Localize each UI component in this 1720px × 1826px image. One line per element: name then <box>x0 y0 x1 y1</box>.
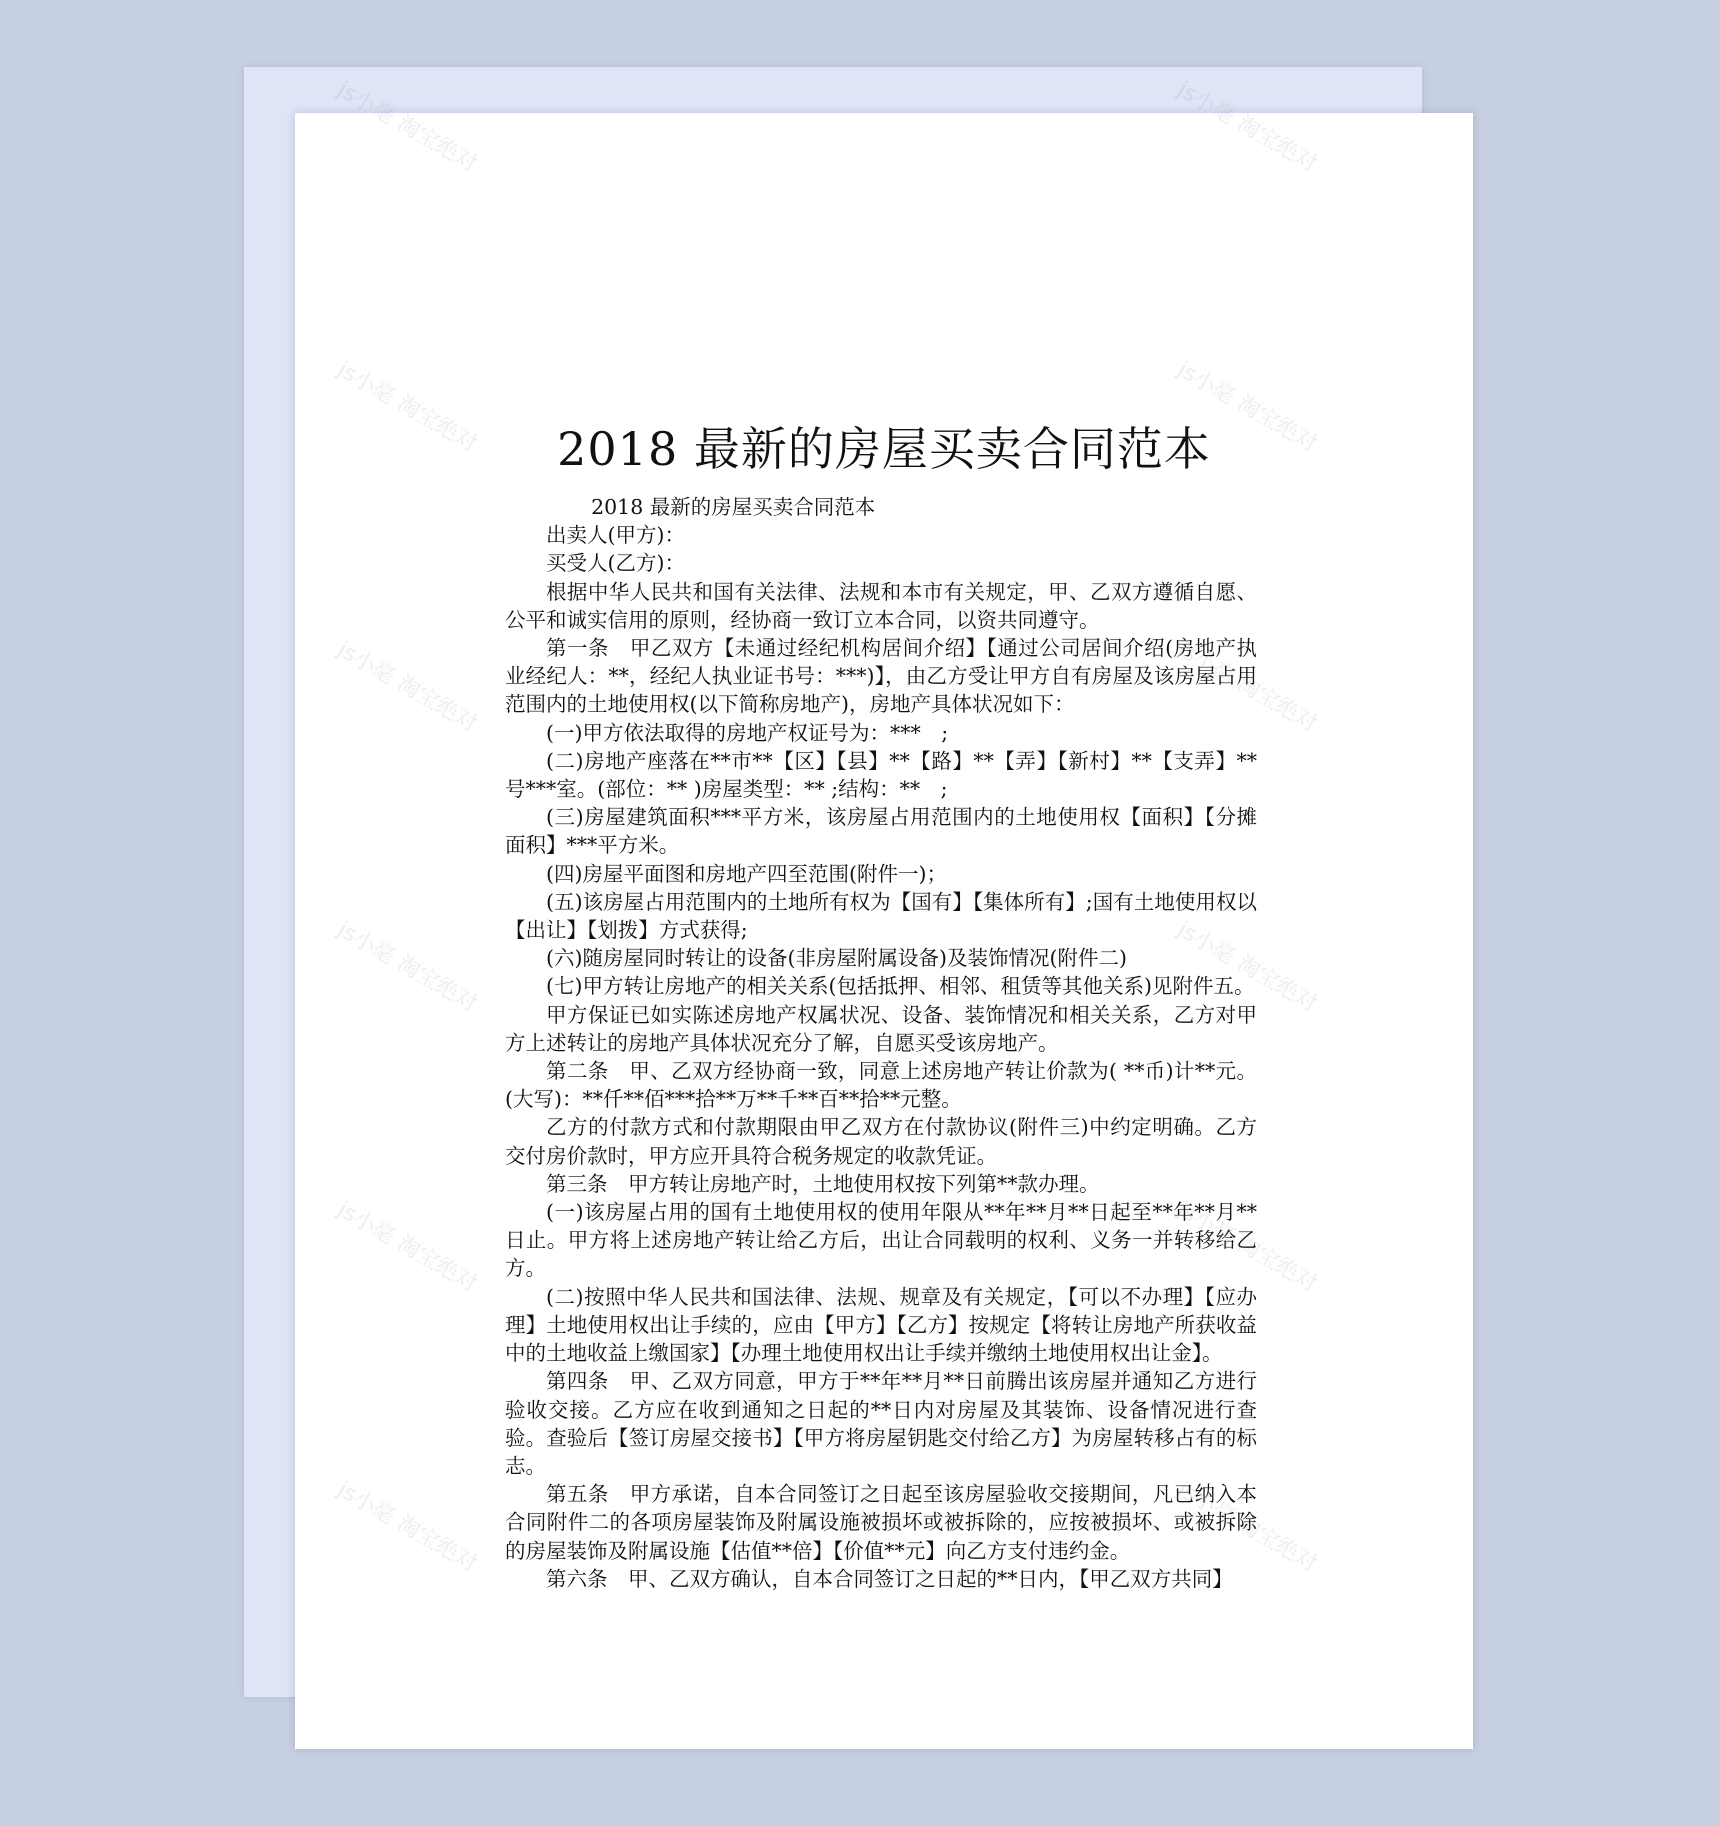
paragraph: 第四条 甲、乙双方同意，甲方于**年**月**日前腾出该房屋并通知乙方进行验收交接。乙方应在收到通知之日起的**日内对房屋及其装饰、设备情况进行查验。查验后【签订房屋交接书】【甲方将房屋钥匙交付给乙方】为房屋转移占有的标志。 <box>505 1369 1257 1478</box>
paragraph: (一)甲方依法取得的房地产权证号为：*** ; <box>546 720 949 745</box>
paragraph: 甲方保证已如实陈述房地产权属状况、设备、装饰情况和相关关系，乙方对甲方上述转让的房地产具体状况充分了解，自愿买受该房地产。 <box>505 1002 1257 1055</box>
paragraph: (一)该房屋占用的国有土地使用权的使用年限从**年**月**日起至**年**月**日止。甲方将上述房地产转让给乙方后，出让合同载明的权利、义务一并转移给乙方。 <box>505 1200 1257 1281</box>
paragraph: (四)房屋平面图和房地产四至范围(附件一)； <box>546 861 947 886</box>
seller-line: 出卖人(甲方)： <box>546 523 685 548</box>
document-body <box>505 493 1257 1593</box>
paragraph: (二)按照中华人民共和国法律、法规、规章及有关规定，【可以不办理】【应办理】土地使用权出让手续的，应由【甲方】【乙方】按规定【将转让房地产所获收益中的土地收益上缴国家】【办理土地使用权出让手续并缴纳土地使用权出让金】。 <box>505 1284 1257 1366</box>
document-subtitle: 2018 最新的房屋买卖合同范本 <box>591 495 876 519</box>
buyer-line: 买受人(乙方)： <box>546 551 685 576</box>
paragraph: (二)房地产座落在**市**【区】【县】**【路】**【弄】【新村】**【支弄】**号***室。(部位：** )房屋类型：** ;结构：** ; <box>505 748 1257 802</box>
paragraph: (三)房屋建筑面积***平方米，该房屋占用范围内的土地使用权【面积】【分摊面积】***平方米。 <box>505 805 1257 858</box>
paragraph: 第三条 甲方转让房地产时，土地使用权按下列第**款办理。 <box>546 1171 1100 1196</box>
paragraph: (六)随房屋同时转让的设备(非房屋附属设备)及装饰情况(附件二) <box>546 946 1127 971</box>
paragraph: (七)甲方转让房地产的相关关系(包括抵押、相邻、租赁等其他关系)见附件五。 <box>546 974 1255 999</box>
paragraph: 第一条 甲乙双方【未通过经纪机构居间介绍】【通过公司居间介绍(房地产执业经纪人：**，经纪人执业证书号：***)】，由乙方受让甲方自有房屋及该房屋占用范围内的土地使用权(以下简称房地产)，房地产具体状况如下： <box>505 636 1257 717</box>
paragraph: (五)该房屋占用范围内的土地所有权为【国有】【集体所有】;国有土地使用权以【出让】【划拨】方式获得; <box>505 889 1257 943</box>
paragraph: 第五条 甲方承诺，自本合同签订之日起至该房屋验收交接期间，凡已纳入本合同附件二的各项房屋装饰及附属设施被损坏或被拆除的，应按被损坏、或被拆除的房屋装饰及附属设施【估值**倍】【价值**元】向乙方支付违约金。 <box>505 1482 1257 1563</box>
paragraph: 第六条 甲、乙双方确认，自本合同签订之日起的**日内，【甲乙双方共同】 <box>546 1566 1233 1591</box>
paragraph: 乙方的付款方式和付款期限由甲乙双方在付款协议(附件三)中约定明确。乙方交付房价款时，甲方应开具符合税务规定的收款凭证。 <box>505 1115 1257 1168</box>
paragraph: 根据中华人民共和国有关法律、法规和本市有关规定，甲、乙双方遵循自愿、公平和诚实信用的原则，经协商一致订立本合同，以资共同遵守。 <box>505 579 1257 632</box>
paragraph: 第二条 甲、乙双方经协商一致，同意上述房地产转让价款为( **币)计**元。(大写)：**仟**佰***拾**万**千**百**拾**元整。 <box>505 1059 1257 1112</box>
document-title: 2018 最新的房屋买卖合同范本 <box>557 422 1211 476</box>
document-page <box>295 113 1473 1749</box>
